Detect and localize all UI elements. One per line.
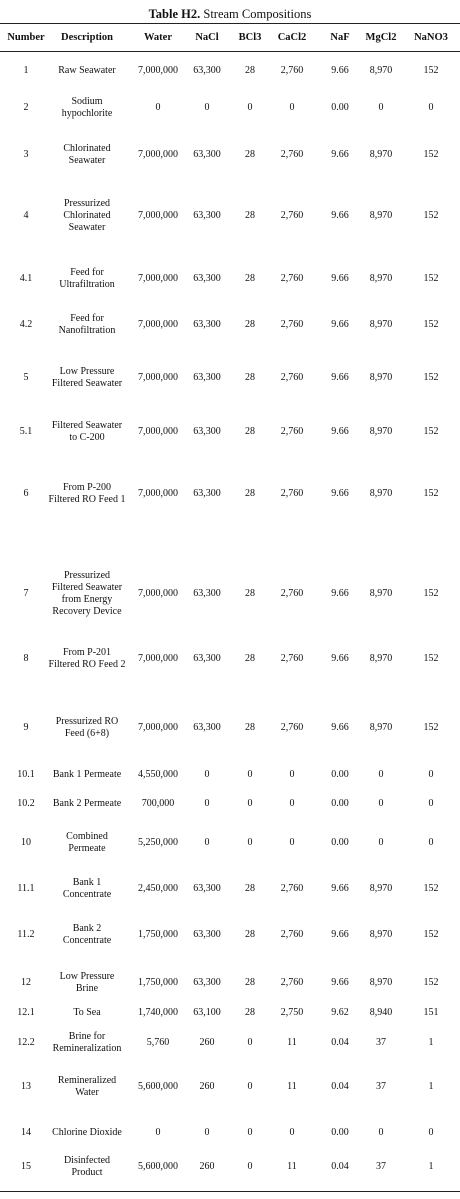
cell-water: 5,600,000 [138, 1081, 178, 1092]
cell-cacl2: 2,760 [280, 319, 304, 330]
cell-nacl: 63,300 [193, 722, 221, 733]
cell-description: Sodium hypochlorite [61, 96, 113, 119]
cell-mgcl2: 8,970 [369, 588, 393, 599]
cell-description: Disinfected Product [63, 1155, 111, 1178]
cell-cacl2: 2,760 [280, 977, 304, 988]
cell-cacl2: 2,760 [280, 210, 304, 221]
cell-mgcl2: 8,970 [369, 883, 393, 894]
cell-mgcl2: 8,970 [369, 653, 393, 664]
cell-description: Feed for Nanofiltration [58, 313, 116, 336]
cell-description: Chlorinated Seawater [63, 143, 111, 166]
cell-cacl2: 2,760 [280, 883, 304, 894]
cell-bcl3: 28 [245, 722, 255, 733]
cell-mgcl2: 0 [378, 798, 384, 809]
cell-mgcl2: 8,970 [369, 210, 393, 221]
cell-water: 7,000,000 [138, 426, 178, 437]
cell-nano3: 152 [423, 722, 439, 733]
cell-mgcl2: 0 [378, 769, 384, 780]
cell-cacl2: 2,760 [280, 488, 304, 499]
cell-nano3: 1 [428, 1161, 434, 1172]
cell-mgcl2: 0 [378, 837, 384, 848]
cell-nacl: 63,300 [193, 488, 221, 499]
cell-water: 2,450,000 [138, 883, 178, 894]
cell-naf: 0.00 [331, 837, 349, 848]
cell-number: 10.1 [17, 769, 35, 780]
cell-nano3: 152 [423, 588, 439, 599]
cell-nacl: 63,300 [193, 273, 221, 284]
cell-number: 10.2 [17, 798, 35, 809]
cell-description: Bank 1 Permeate [52, 769, 122, 780]
cell-description: Pressurized Filtered Seawater from Energy Recovery Device [51, 570, 123, 617]
cell-naf: 9.66 [331, 273, 349, 284]
cell-water: 7,000,000 [138, 372, 178, 383]
cell-number: 14 [21, 1127, 31, 1138]
cell-naf: 9.66 [331, 426, 349, 437]
cell-bcl3: 0 [247, 798, 253, 809]
cell-nano3: 152 [423, 977, 439, 988]
cell-cacl2: 2,760 [280, 426, 304, 437]
cell-number: 4 [23, 210, 29, 221]
cell-nano3: 0 [428, 837, 434, 848]
cell-cacl2: 2,760 [280, 372, 304, 383]
cell-bcl3: 0 [247, 769, 253, 780]
cell-number: 2 [23, 102, 29, 113]
cell-water: 5,600,000 [138, 1161, 178, 1172]
cell-water: 7,000,000 [138, 653, 178, 664]
cell-description: Remineralized Water [57, 1075, 117, 1098]
cell-bcl3: 0 [247, 837, 253, 848]
cell-description: Feed for Ultrafiltration [59, 267, 115, 290]
cell-water: 1,750,000 [138, 929, 178, 940]
cell-nano3: 1 [428, 1037, 434, 1048]
cell-naf: 9.66 [331, 372, 349, 383]
cell-bcl3: 0 [247, 1081, 253, 1092]
cell-nano3: 0 [428, 1127, 434, 1138]
cell-number: 4.1 [19, 273, 33, 284]
cell-naf: 9.66 [331, 929, 349, 940]
cell-mgcl2: 8,970 [369, 722, 393, 733]
cell-number: 7 [23, 588, 29, 599]
column-header-naf: NaF [330, 31, 350, 43]
cell-number: 9 [23, 722, 29, 733]
cell-nacl: 0 [204, 798, 210, 809]
cell-nano3: 0 [428, 798, 434, 809]
cell-water: 7,000,000 [138, 273, 178, 284]
cell-mgcl2: 37 [376, 1081, 386, 1092]
cell-nacl: 260 [199, 1161, 215, 1172]
cell-nano3: 152 [423, 653, 439, 664]
cell-bcl3: 28 [245, 149, 255, 160]
cell-mgcl2: 37 [376, 1161, 386, 1172]
cell-cacl2: 0 [289, 798, 295, 809]
cell-naf: 9.66 [331, 149, 349, 160]
cell-nano3: 152 [423, 319, 439, 330]
cell-bcl3: 0 [247, 102, 253, 113]
cell-number: 1 [23, 65, 29, 76]
cell-naf: 0.04 [331, 1037, 349, 1048]
column-header-number: Number [7, 31, 45, 43]
cell-bcl3: 0 [247, 1161, 253, 1172]
cell-mgcl2: 37 [376, 1037, 386, 1048]
cell-mgcl2: 8,970 [369, 65, 393, 76]
header-bottom-rule [0, 51, 460, 52]
cell-bcl3: 28 [245, 588, 255, 599]
cell-naf: 0.00 [331, 102, 349, 113]
cell-naf: 0.00 [331, 1127, 349, 1138]
cell-nacl: 0 [204, 769, 210, 780]
cell-mgcl2: 8,940 [369, 1007, 393, 1018]
cell-water: 4,550,000 [138, 769, 178, 780]
cell-number: 3 [23, 149, 29, 160]
cell-description: Low Pressure Filtered Seawater [51, 366, 123, 389]
cell-water: 1,750,000 [138, 977, 178, 988]
cell-water: 5,250,000 [138, 837, 178, 848]
cell-description: Filtered Seawater to C-200 [51, 420, 123, 443]
cell-nano3: 152 [423, 883, 439, 894]
cell-number: 12.1 [17, 1007, 35, 1018]
column-header-bcl3: BCl3 [238, 31, 262, 43]
cell-cacl2: 2,760 [280, 653, 304, 664]
cell-mgcl2: 8,970 [369, 372, 393, 383]
cell-naf: 0.00 [331, 769, 349, 780]
cell-number: 13 [21, 1081, 31, 1092]
cell-nacl: 63,300 [193, 883, 221, 894]
cell-water: 1,740,000 [138, 1007, 178, 1018]
cell-cacl2: 11 [287, 1081, 297, 1092]
column-header-nano3: NaNO3 [414, 31, 448, 43]
cell-description: Low Pressure Brine [59, 971, 115, 994]
cell-bcl3: 28 [245, 653, 255, 664]
cell-description: Bank 1 Concentrate [62, 877, 112, 900]
cell-naf: 0.04 [331, 1081, 349, 1092]
cell-mgcl2: 8,970 [369, 319, 393, 330]
cell-nano3: 151 [423, 1007, 439, 1018]
cell-bcl3: 28 [245, 929, 255, 940]
cell-bcl3: 28 [245, 319, 255, 330]
cell-nano3: 152 [423, 426, 439, 437]
cell-water: 7,000,000 [138, 488, 178, 499]
cell-cacl2: 2,750 [280, 1007, 304, 1018]
cell-number: 11.1 [17, 883, 35, 894]
cell-water: 7,000,000 [138, 319, 178, 330]
cell-bcl3: 28 [245, 372, 255, 383]
cell-nacl: 260 [199, 1037, 215, 1048]
cell-description: Pressurized RO Feed (6+8) [55, 716, 119, 739]
cell-nacl: 63,300 [193, 588, 221, 599]
cell-number: 5 [23, 372, 29, 383]
cell-bcl3: 28 [245, 488, 255, 499]
cell-description: Chlorine Dioxide [52, 1127, 122, 1138]
cell-description: Brine for Remineralization [52, 1031, 122, 1054]
cell-mgcl2: 8,970 [369, 426, 393, 437]
cell-cacl2: 0 [289, 769, 295, 780]
cell-mgcl2: 8,970 [369, 488, 393, 499]
cell-naf: 9.66 [331, 653, 349, 664]
cell-nano3: 152 [423, 488, 439, 499]
cell-naf: 9.66 [331, 488, 349, 499]
cell-number: 15 [21, 1161, 31, 1172]
cell-number: 5.1 [19, 426, 33, 437]
cell-nano3: 0 [428, 769, 434, 780]
cell-naf: 9.66 [331, 319, 349, 330]
column-header-cacl2: CaCl2 [277, 31, 307, 43]
cell-nano3: 152 [423, 273, 439, 284]
cell-cacl2: 2,760 [280, 588, 304, 599]
cell-bcl3: 0 [247, 1037, 253, 1048]
cell-water: 7,000,000 [138, 588, 178, 599]
cell-number: 12 [21, 977, 31, 988]
cell-nacl: 63,300 [193, 210, 221, 221]
cell-cacl2: 0 [289, 102, 295, 113]
cell-naf: 9.66 [331, 210, 349, 221]
cell-cacl2: 2,760 [280, 149, 304, 160]
column-header-description: Description [61, 31, 113, 43]
table-title-text: Stream Compositions [200, 7, 312, 21]
cell-mgcl2: 8,970 [369, 273, 393, 284]
cell-bcl3: 28 [245, 273, 255, 284]
cell-nacl: 0 [204, 1127, 210, 1138]
cell-description: From P-201 Filtered RO Feed 2 [48, 647, 126, 670]
cell-description: To Sea [73, 1007, 101, 1018]
cell-nacl: 63,300 [193, 149, 221, 160]
cell-bcl3: 28 [245, 883, 255, 894]
cell-bcl3: 0 [247, 1127, 253, 1138]
cell-cacl2: 2,760 [280, 929, 304, 940]
cell-water: 5,760 [146, 1037, 170, 1048]
cell-nano3: 152 [423, 929, 439, 940]
cell-naf: 0.00 [331, 798, 349, 809]
cell-cacl2: 0 [289, 1127, 295, 1138]
cell-mgcl2: 0 [378, 1127, 384, 1138]
cell-mgcl2: 8,970 [369, 977, 393, 988]
cell-nacl: 63,300 [193, 929, 221, 940]
cell-description: Bank 2 Concentrate [62, 923, 112, 946]
cell-nacl: 63,300 [193, 319, 221, 330]
cell-nano3: 1 [428, 1081, 434, 1092]
cell-mgcl2: 0 [378, 102, 384, 113]
cell-number: 11.2 [17, 929, 35, 940]
cell-nacl: 63,100 [193, 1007, 221, 1018]
cell-naf: 9.66 [331, 588, 349, 599]
cell-nacl: 63,300 [193, 653, 221, 664]
cell-nacl: 260 [199, 1081, 215, 1092]
cell-bcl3: 28 [245, 1007, 255, 1018]
column-header-mgcl2: MgCl2 [365, 31, 397, 43]
cell-water: 700,000 [141, 798, 175, 809]
column-header-water: Water [144, 31, 172, 43]
cell-cacl2: 11 [287, 1037, 297, 1048]
table-bottom-rule [0, 1191, 460, 1192]
cell-mgcl2: 8,970 [369, 149, 393, 160]
cell-bcl3: 28 [245, 426, 255, 437]
cell-cacl2: 0 [289, 837, 295, 848]
cell-water: 0 [155, 102, 161, 113]
cell-nacl: 0 [204, 837, 210, 848]
cell-bcl3: 28 [245, 977, 255, 988]
cell-cacl2: 2,760 [280, 65, 304, 76]
cell-description: Combined Permeate [66, 831, 108, 854]
cell-water: 7,000,000 [138, 65, 178, 76]
cell-nacl: 63,300 [193, 372, 221, 383]
cell-number: 6 [23, 488, 29, 499]
cell-nano3: 0 [428, 102, 434, 113]
cell-description: Pressurized Chlorinated Seawater [63, 198, 111, 233]
cell-naf: 9.66 [331, 977, 349, 988]
cell-nacl: 63,300 [193, 426, 221, 437]
cell-cacl2: 11 [287, 1161, 297, 1172]
cell-number: 8 [23, 653, 29, 664]
cell-nano3: 152 [423, 210, 439, 221]
table-title [0, 7, 460, 21]
cell-description: Bank 2 Permeate [52, 798, 122, 809]
cell-mgcl2: 8,970 [369, 929, 393, 940]
cell-number: 12.2 [17, 1037, 35, 1048]
table-title-label: Table H2. [148, 7, 201, 21]
cell-water: 0 [155, 1127, 161, 1138]
cell-naf: 9.66 [331, 883, 349, 894]
cell-description: Raw Seawater [58, 65, 116, 76]
column-header-nacl: NaCl [195, 31, 219, 43]
cell-water: 7,000,000 [138, 210, 178, 221]
cell-naf: 9.66 [331, 65, 349, 76]
cell-number: 4.2 [19, 319, 33, 330]
cell-nano3: 152 [423, 65, 439, 76]
cell-number: 10 [21, 837, 31, 848]
cell-nano3: 152 [423, 149, 439, 160]
cell-bcl3: 28 [245, 65, 255, 76]
cell-naf: 0.04 [331, 1161, 349, 1172]
cell-water: 7,000,000 [138, 149, 178, 160]
cell-nacl: 0 [204, 102, 210, 113]
cell-naf: 9.66 [331, 722, 349, 733]
cell-cacl2: 2,760 [280, 722, 304, 733]
cell-cacl2: 2,760 [280, 273, 304, 284]
cell-description: From P-200 Filtered RO Feed 1 [48, 482, 126, 505]
cell-nano3: 152 [423, 372, 439, 383]
cell-nacl: 63,300 [193, 65, 221, 76]
cell-bcl3: 28 [245, 210, 255, 221]
cell-naf: 9.62 [331, 1007, 349, 1018]
cell-water: 7,000,000 [138, 722, 178, 733]
cell-nacl: 63,300 [193, 977, 221, 988]
